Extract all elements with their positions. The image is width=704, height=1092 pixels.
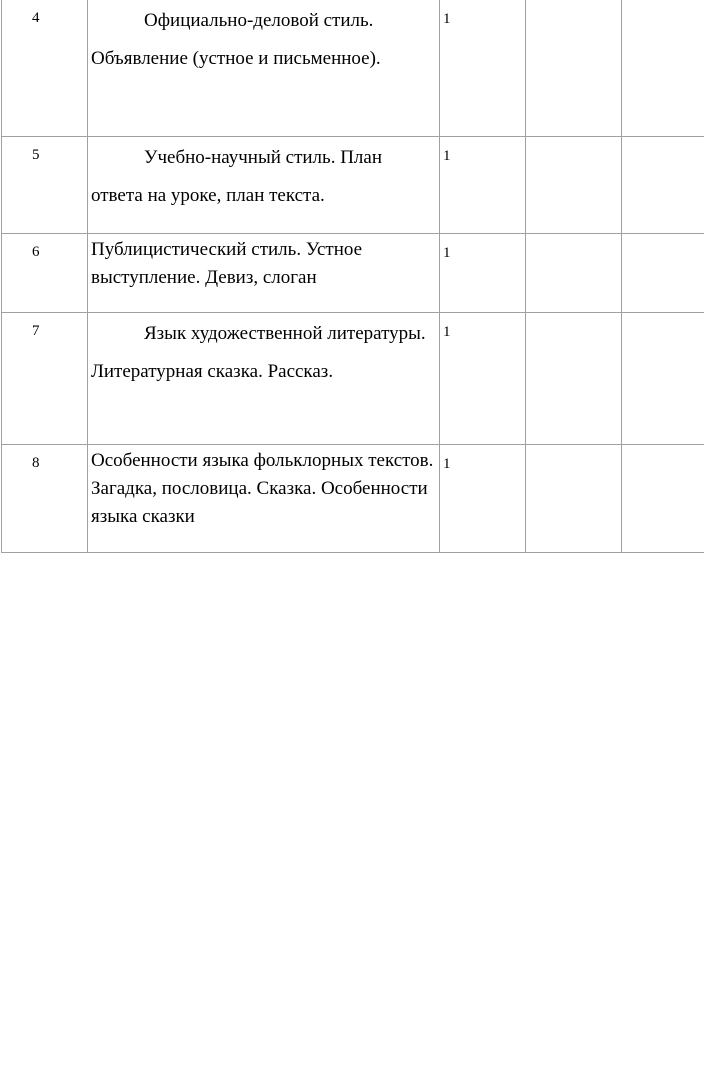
lesson-hours: 1 <box>440 444 526 552</box>
lesson-number: 8 <box>2 444 88 552</box>
lesson-topic-first-line: Официально-деловой стиль. <box>144 10 374 31</box>
empty-cell <box>622 312 704 444</box>
empty-cell <box>622 0 704 136</box>
empty-cell <box>622 233 704 312</box>
lesson-number: 5 <box>2 136 88 233</box>
empty-cell <box>526 233 622 312</box>
lesson-topic: Особенности языка фольклорных текстов. Загадка, пословица. Сказка. Особенности языка сказки <box>88 444 440 552</box>
lesson-topic-first-line: Учебно-научный стиль. План <box>144 146 383 168</box>
lesson-topic: Публицистический стиль. Устное выступление. Девиз, слоган <box>88 233 440 312</box>
lesson-hours: 1 <box>440 0 526 136</box>
lesson-number: 6 <box>2 233 88 312</box>
lesson-hours: 1 <box>440 233 526 312</box>
empty-cell <box>526 312 622 444</box>
lesson-number: 4 <box>2 0 88 136</box>
empty-cell <box>526 136 622 233</box>
empty-cell <box>622 444 704 552</box>
lesson-topic <box>88 136 440 233</box>
table-row <box>2 0 704 136</box>
lesson-topic-first-line: Язык художественной <box>144 322 323 344</box>
table-row <box>2 312 704 444</box>
lesson-topic <box>88 312 440 444</box>
lesson-topic-rest: литературы. Литературная сказка. Рассказ. <box>91 322 426 382</box>
table-row <box>2 444 704 552</box>
lesson-hours: 1 <box>440 136 526 233</box>
empty-cell <box>526 444 622 552</box>
lesson-topic-rest: Объявление (устное и письменное). <box>91 48 381 69</box>
table-row <box>2 233 704 312</box>
lesson-topic <box>88 0 440 136</box>
empty-cell <box>622 136 704 233</box>
lesson-topic-rest: ответа на уроке, план текста. <box>91 184 325 206</box>
lesson-plan-table <box>1 0 704 553</box>
lesson-hours: 1 <box>440 312 526 444</box>
empty-cell <box>526 0 622 136</box>
lesson-number: 7 <box>2 312 88 444</box>
table-row <box>2 136 704 233</box>
